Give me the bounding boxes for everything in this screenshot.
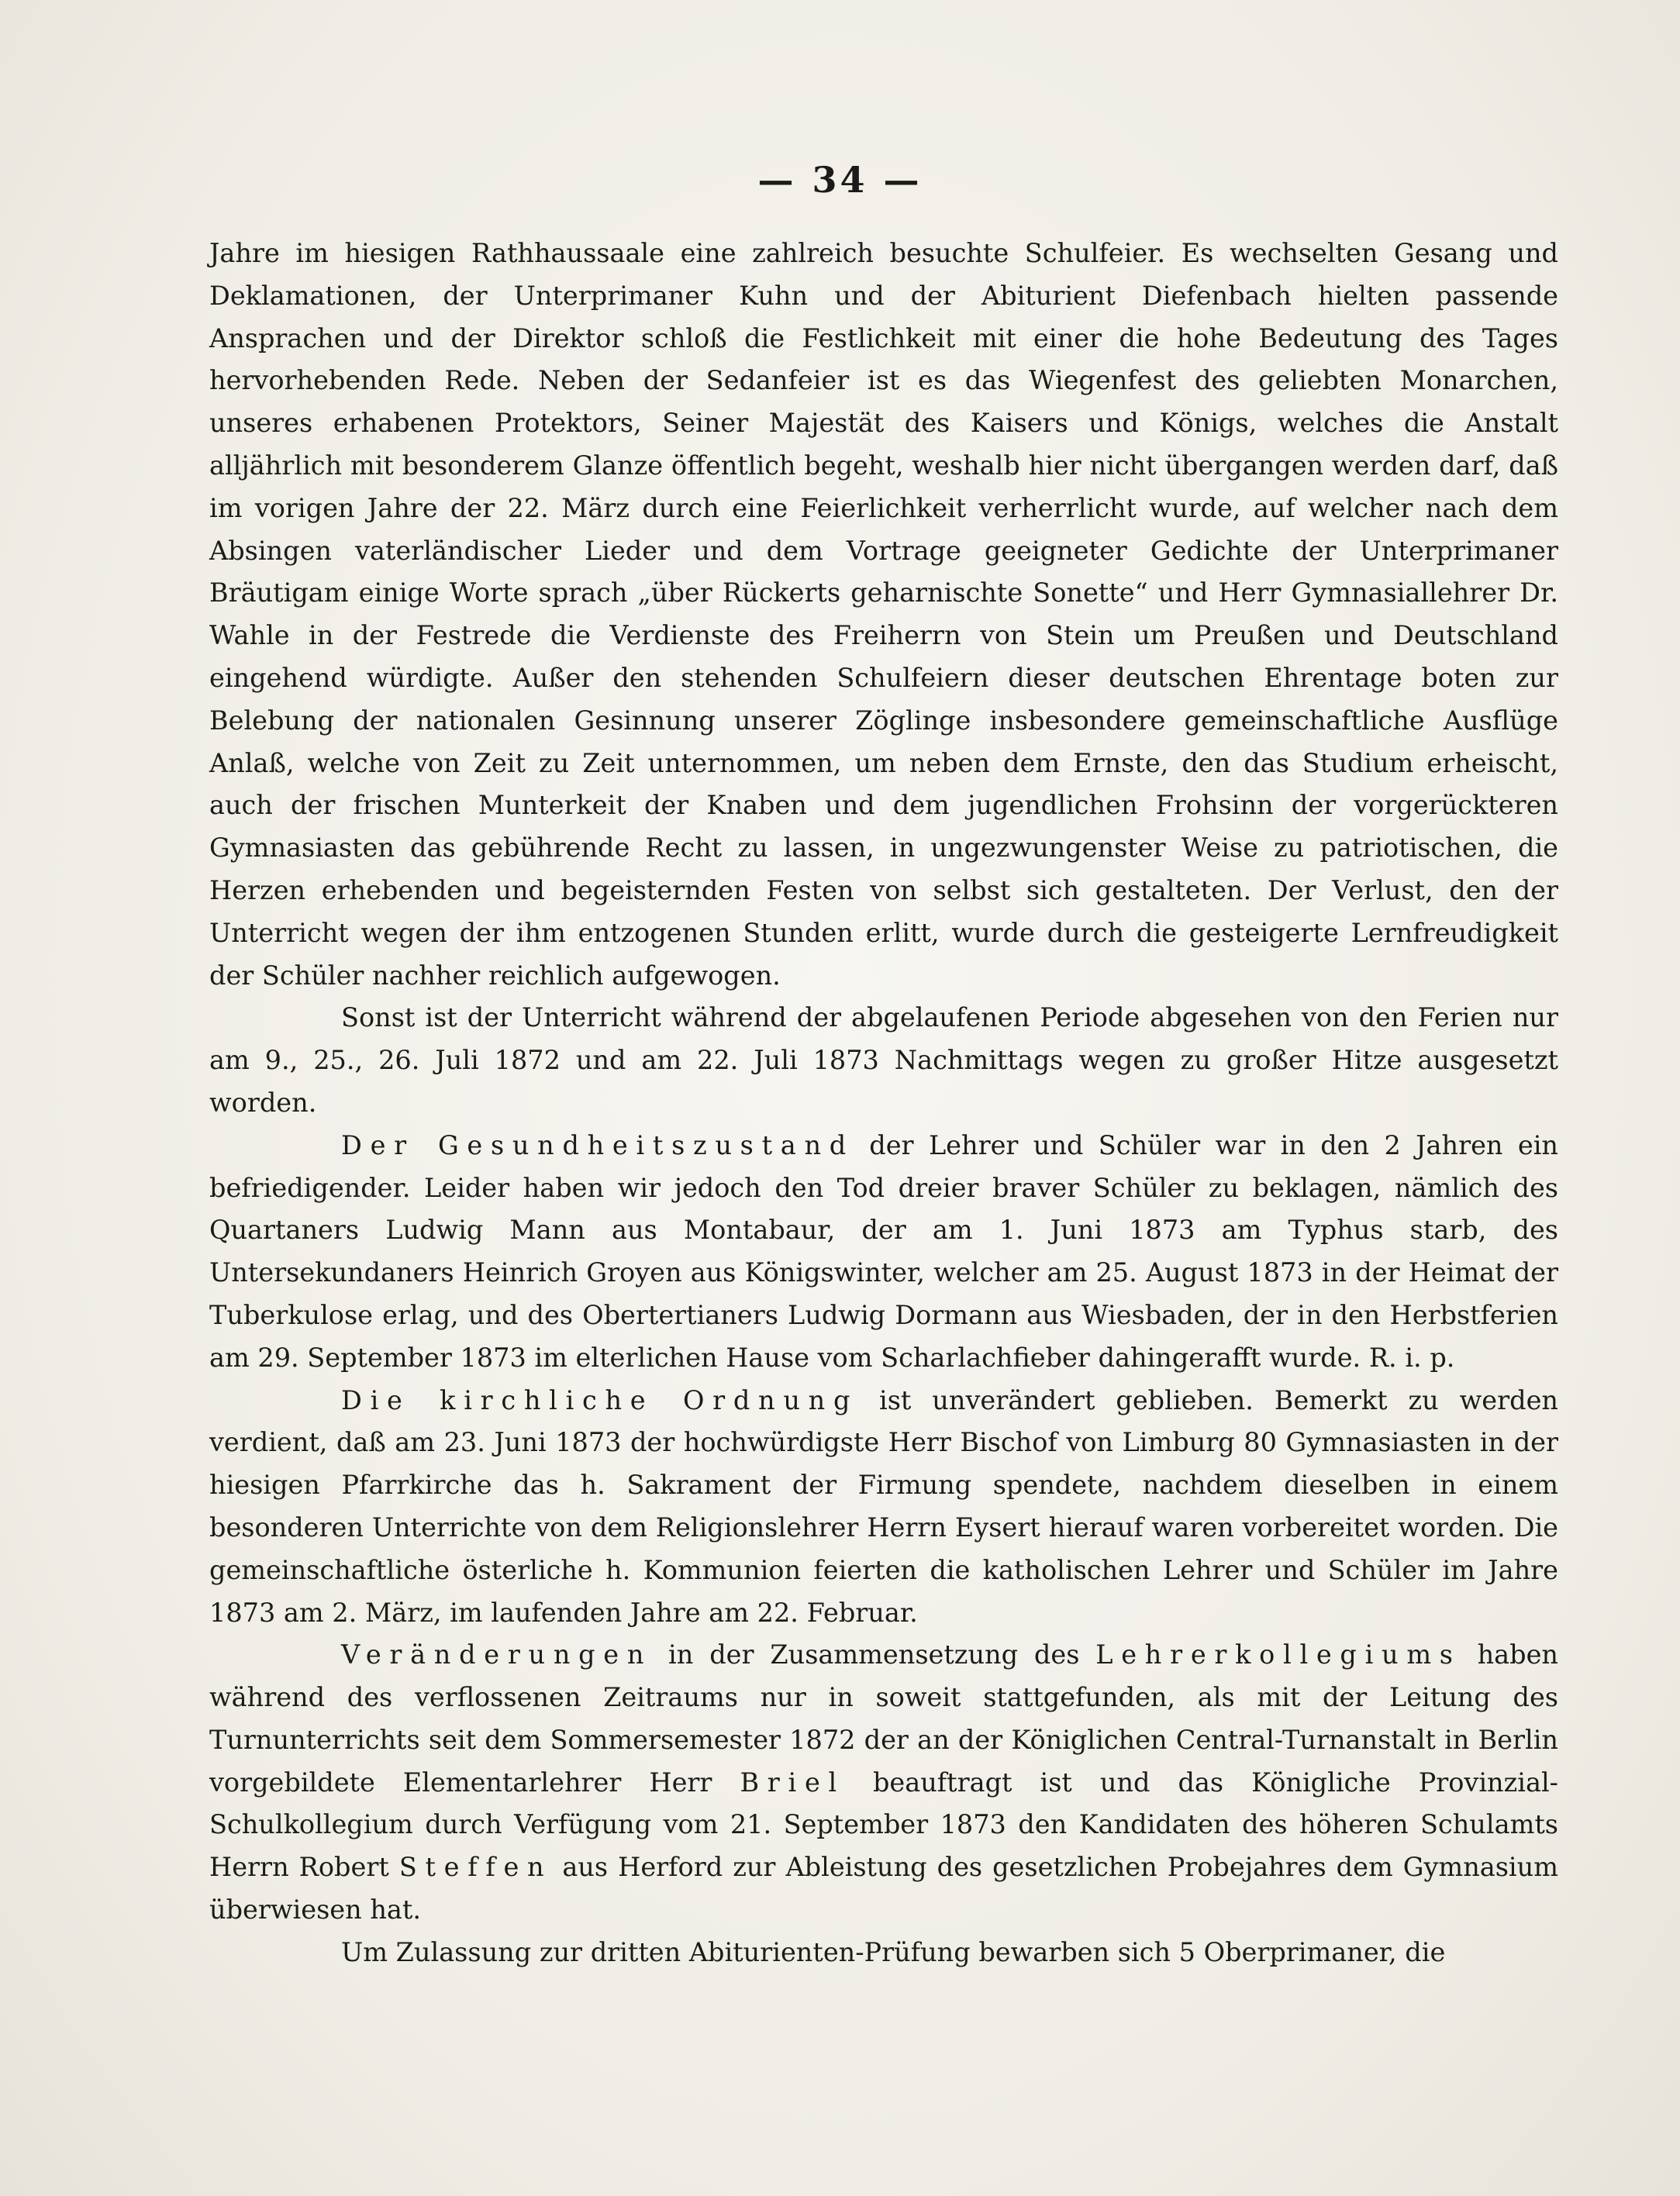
- heading-changes: Veränderungen: [341, 1639, 653, 1670]
- church-order-text: ist unverändert geblieben. Bemerkt zu werden verdient, daß am 23. Juni 1873 der hochwürdigste Herr Bischof von Limburg 80 Gymnasiasten in der hiesigen Pfarrkirche das h. Sakrament der Firmung spendete, nachdem dieselben in einem besonderen Unterrichte von dem Religionslehrer Herrn Eysert hierauf waren vorbereitet worden. Die gemeinschaftliche österliche h. Kommunion feierten die katholischen Lehrer und Schüler im Jahre 1873 am 2. März, im laufenden Jahre am 22. Februar.: [209, 1384, 1558, 1628]
- heading-teaching-staff: Lehrerkollegiums: [1095, 1639, 1461, 1670]
- page-number: — 34 —: [757, 159, 923, 201]
- health-status-text: der Lehrer und Schüler war in den 2 Jahren ein befriedigender. Leider haben wir jedoch den Tod dreier braver Schüler zu beklagen, nämlich des Quartaners Ludwig Mann aus Montabaur, der am 1. Juni 1873 am Typhus starb, des Untersekundaners Heinrich Groyen aus Königswinter, welcher am 25. August 1873 in der Heimat der Tuberkulose erlag, und des Obertertianers Ludwig Dormann aus Wiesbaden, der in den Herbstferien am 29. September 1873 im elterlichen Hause vom Scharlachfieber dahingerafft wurde. R. i. p.: [209, 1129, 1558, 1373]
- paragraph-health-status: [209, 1125, 1558, 1380]
- body-text: [209, 233, 1558, 1974]
- name-briel: Briel: [740, 1767, 845, 1798]
- paragraph-abitur-exam: Um Zulassung zur dritten Abiturienten-Prüfung bewarben sich 5 Oberprimaner, die: [341, 1936, 1446, 1967]
- paragraph-church-order: [209, 1380, 1558, 1635]
- name-steffen: Steffen: [398, 1852, 553, 1883]
- staff-changes-text-4: aus Herford zur Ableistung des gesetzlichen Probejahres dem Gymnasium überwiesen hat.: [209, 1852, 1558, 1925]
- paragraph-lesson-cancellations: Sonst ist der Unterricht während der abgelaufenen Periode abgesehen von den Ferien nur am 9., 25., 26. Juli 1872 und am 22. Juli 1873 Nachmittags wegen zu großer Hitze ausgesetzt worden.: [209, 1002, 1558, 1118]
- paragraph-school-celebrations: Jahre im hiesigen Rathhaussaale eine zahlreich besuchte Schulfeier. Es wechselten Gesang und Deklamationen, der Unterprimaner Kuhn und der Abiturient Diefenbach hielten passende Ansprachen und der Direktor schloß die Festlichkeit mit einer die hohe Bedeutung des Tages hervorhebenden Rede. Neben der Sedanfeier ist es das Wiegenfest des geliebten Monarchen, unseres erhabenen Protektors, Seiner Majestät des Kaisers und Königs, welches die Anstalt alljährlich mit besonderem Glanze öffentlich begeht, weshalb hier nicht übergangen werden darf, daß im vorigen Jahre der 22. März durch eine Feierlichkeit verherrlicht wurde, auf welcher nach dem Absingen vaterländischer Lieder und dem Vortrage geeigneter Gedichte der Unterprimaner Bräutigam einige Worte sprach „über Rückerts geharnischte Sonette“ und Herr Gymnasiallehrer Dr. Wahle in der Festrede die Verdienste des Freiherrn von Stein um Preußen und Deutschland eingehend würdigte. Außer den stehenden Schulfeiern dieser deutschen Ehrentage boten zur Belebung der nationalen Gesinnung unserer Zöglinge insbesondere gemeinschaftliche Ausflüge Anlaß, welche von Zeit zu Zeit unternommen, um neben dem Ernste, den das Studium erheischt, auch der frischen Munterkeit der Knaben und dem jugendlichen Frohsinn der vorgerückteren Gymnasiasten das gebührende Recht zu lassen, in ungezwungenster Weise zu patriotischen, die Herzen erhebenden und begeisternden Festen von selbst sich gestalteten. Der Verlust, den der Unterricht wegen der ihm entzogenen Stunden erlitt, wurde durch die gesteigerte Lernfreudigkeit der Schüler nachher reichlich aufgewogen.: [209, 238, 1558, 991]
- staff-changes-text-1: in der Zusammensetzung des: [652, 1639, 1096, 1670]
- staff-changes-text-2: haben während des verflossenen Zeitraums nur in soweit stattgefunden, als mit der Leitung des Turnunterrichts seit dem Sommersemester 1872 der an der Königlichen Central-Turnanstalt in Berlin vorgebildete Elementarlehrer Herr: [209, 1639, 1558, 1798]
- staff-changes-text-3: beauftragt ist und das Königliche Provinzial-Schulkollegium durch Verfügung vom 21. September 1873 den Kandidaten des höheren Schulamts Herrn Robert: [209, 1767, 1559, 1883]
- heading-church-order: Die kirchliche Ordnung: [341, 1384, 859, 1415]
- paragraph-staff-changes: [209, 1634, 1558, 1932]
- heading-health-status: Der Gesundheitszustand: [341, 1129, 854, 1160]
